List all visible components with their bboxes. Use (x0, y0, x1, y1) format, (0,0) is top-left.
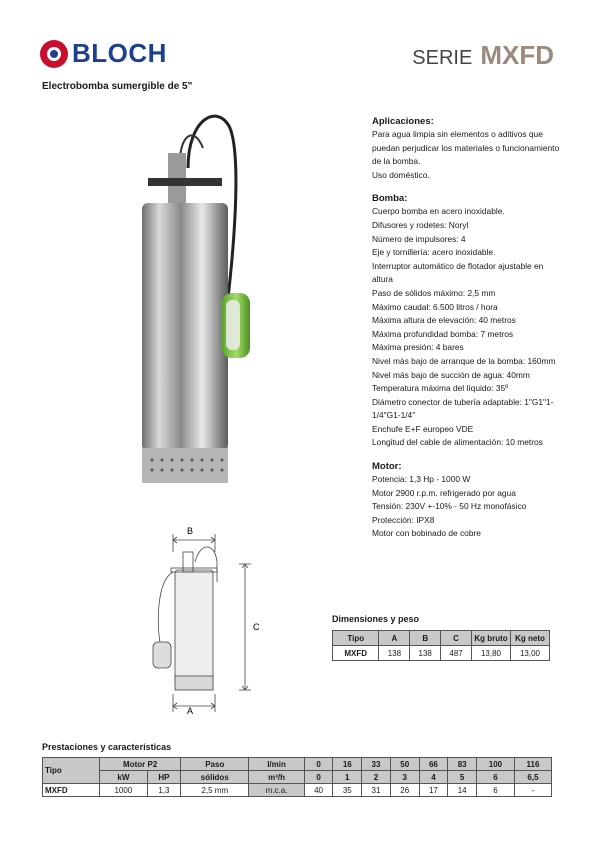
spec-line: Máxima presión: 4 bares (372, 342, 464, 353)
table-cell: 6 (477, 784, 515, 797)
table-cell: 138 (379, 646, 410, 661)
table-header: Tipo (43, 758, 100, 784)
table-cell: m.c.a. (249, 784, 304, 797)
table-header: m³/h (249, 771, 304, 784)
aplicaciones-title: Aplicaciones: (372, 116, 434, 127)
table-cell: 1,3 (147, 784, 181, 797)
table-header: kW (100, 771, 147, 784)
section-aplicaciones (372, 115, 572, 182)
spec-line: Paso de sólidos máximo: 2,5 mm (372, 287, 496, 298)
table-cell: 40 (304, 784, 333, 797)
table-header: 2 (362, 771, 391, 784)
table-header: l/min (249, 758, 304, 771)
table-header: 33 (362, 758, 391, 771)
table-header: 66 (419, 758, 448, 771)
spec-line: Protección: IPX8 (372, 514, 435, 525)
spec-line: Uso doméstico. (372, 169, 430, 180)
spec-line: Máxima altura de elevación: 40 metros (372, 315, 516, 326)
serie-name: MXFD (480, 40, 554, 70)
pump-photo (118, 108, 258, 498)
table-cell: 35 (333, 784, 362, 797)
table-cell: MXFD (333, 646, 379, 661)
spec-line: Nivel más bajo de arranque de la bomba: 160mm (372, 355, 556, 366)
spec-line: Tensión: 230V +-10% - 50 Hz monofásico (372, 501, 527, 512)
specifications (372, 115, 572, 551)
table-header-row (43, 758, 552, 771)
spec-line: puedan perjudicar los materiales o funcionamiento (372, 142, 560, 153)
product-subtitle: Electrobomba sumergible de 5" (42, 81, 193, 92)
section-motor (372, 460, 572, 541)
serie-title (412, 40, 554, 71)
table-header: Kg bruto (472, 631, 511, 646)
spec-line: Motor con bobinado de cobre (372, 528, 481, 539)
dim-label-c: C (253, 622, 260, 632)
table-header: B (410, 631, 441, 646)
table-row (333, 646, 550, 661)
table-header: 3 (390, 771, 419, 784)
table-header-row (43, 771, 552, 784)
table-header: HP (147, 771, 181, 784)
table-header: 4 (419, 771, 448, 784)
table-header: 5 (448, 771, 477, 784)
table-header-row (333, 631, 550, 646)
brand-logo (40, 38, 167, 69)
spec-line: Diámetro conector de tubería adaptable: 1"G1"1- (372, 396, 554, 407)
table-cell: 1000 (100, 784, 147, 797)
table-row (43, 784, 552, 797)
spec-line: Número de impulsores: 4 (372, 233, 466, 244)
table-header: Paso (181, 758, 249, 771)
performance-table (42, 757, 552, 797)
table-header: 50 (390, 758, 419, 771)
performance-title: Prestaciones y características (42, 742, 172, 752)
dimensions-title: Dimensiones y peso (332, 614, 420, 624)
spec-line: Máximo caudal: 6.500 litros / hora (372, 301, 498, 312)
dim-label-b: B (187, 526, 194, 536)
dimensions-table (332, 630, 550, 661)
spec-line: de la bomba. (372, 156, 421, 167)
dimension-drawing (145, 522, 270, 714)
spec-line: Máxima profundidad bomba: 7 metros (372, 328, 514, 339)
table-header: sólidos (181, 771, 249, 784)
dim-label-a: A (187, 706, 194, 714)
table-cell: 17 (419, 784, 448, 797)
spec-line: Enchufe E+F europeo VDE (372, 423, 474, 434)
table-header: 0 (304, 771, 333, 784)
motor-title: Motor: (372, 461, 402, 473)
table-header: C (441, 631, 472, 646)
spec-line: Cuerpo bomba en acero inoxidable. (372, 206, 505, 217)
spec-line: Potencia: 1,3 Hp - 1000 W (372, 474, 471, 485)
spec-line: 1/4"G1-1/4" (372, 410, 416, 421)
table-cell: 31 (362, 784, 391, 797)
table-cell: MXFD (43, 784, 100, 797)
table-cell: 13,00 (511, 646, 550, 661)
spec-line: Nivel más bajo de succión de agua: 40mm (372, 369, 530, 380)
table-cell: - (514, 784, 551, 797)
table-header: Motor P2 (100, 758, 181, 771)
table-header: 6 (477, 771, 515, 784)
table-header: 0 (304, 758, 333, 771)
table-cell: 2,5 mm (181, 784, 249, 797)
table-header: 83 (448, 758, 477, 771)
table-cell: 14 (448, 784, 477, 797)
brand-name: BLOCH (72, 38, 167, 68)
bomba-title: Bomba: (372, 193, 408, 205)
table-header: 1 (333, 771, 362, 784)
table-header: A (379, 631, 410, 646)
spec-line: altura (372, 274, 393, 285)
table-header: 16 (333, 758, 362, 771)
serie-label: SERIE (412, 47, 473, 69)
table-header: 116 (514, 758, 551, 771)
spec-line: Longitud del cable de alimentación: 10 metros (372, 437, 543, 448)
section-bomba (372, 192, 572, 450)
table-header: Tipo (333, 631, 379, 646)
table-header: 6,5 (514, 771, 551, 784)
table-cell: 26 (390, 784, 419, 797)
table-header: Kg neto (511, 631, 550, 646)
spec-line: Para agua limpia sin elementos o aditivos que (372, 129, 543, 139)
table-cell: 487 (441, 646, 472, 661)
table-header: 100 (477, 758, 515, 771)
spec-line: Difusores y rodetes: Noryl (372, 219, 469, 230)
spec-line: Motor 2900 r.p.m. refrigerado por agua (372, 487, 516, 498)
spec-line: Interruptor automático de flotador ajustable en (372, 260, 544, 271)
spec-line: Eje y tornillería: acero inoxidable. (372, 247, 496, 258)
table-cell: 13,80 (472, 646, 511, 661)
spec-line: Temperatura máxima del líquido: 35º (372, 383, 509, 394)
table-cell: 138 (410, 646, 441, 661)
logo-mark-icon (40, 40, 68, 68)
